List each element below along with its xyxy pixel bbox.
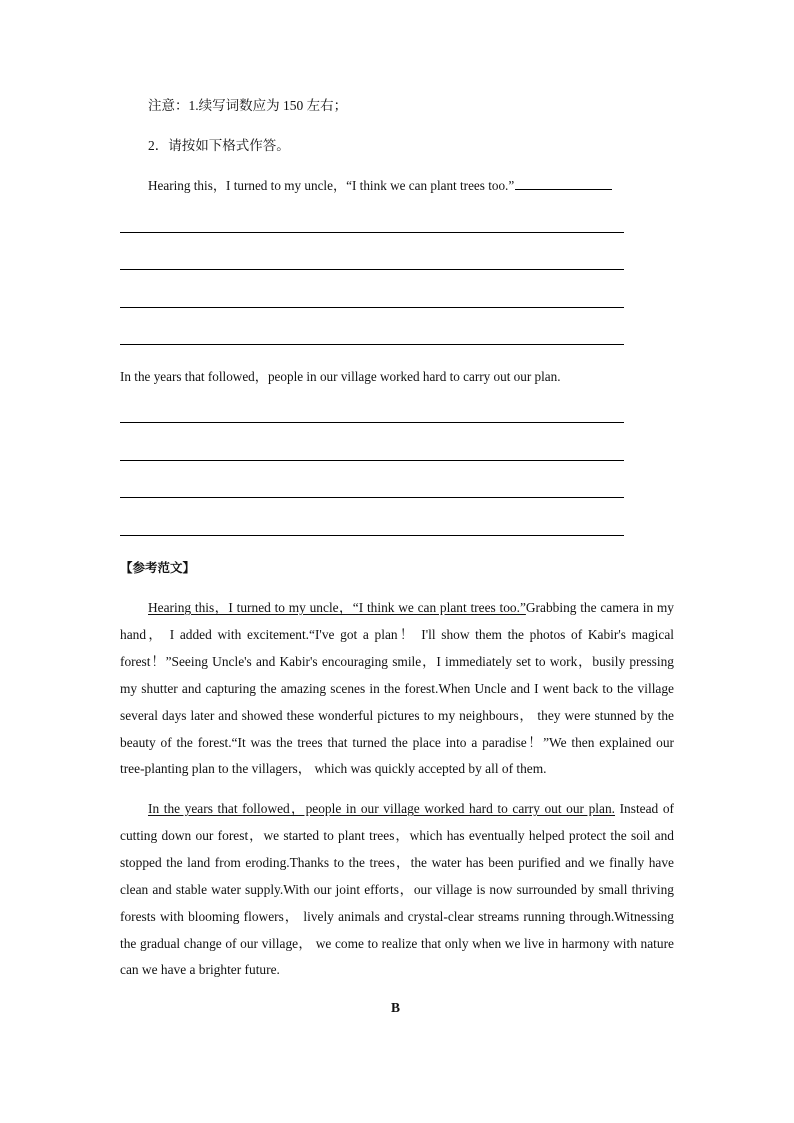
writing-line — [120, 535, 624, 536]
writing-line — [120, 232, 624, 233]
writing-line — [120, 307, 624, 308]
writing-line — [120, 344, 624, 345]
writing-line — [120, 269, 624, 270]
continuation-prompt-2: In the years that followed，people in our village worked hard to carry out our plan. — [120, 369, 561, 384]
prompt-1-text: Hearing this，I turned to my uncle，“I think we can plant trees too.” — [148, 178, 515, 193]
sample-essay-heading: 【参考范文】 — [120, 560, 196, 575]
paragraph-1-opening: Hearing this，I turned to my uncle，“I think we can plant trees too.” — [148, 600, 526, 615]
writing-line — [120, 460, 624, 461]
paragraph-2-body: Instead of cutting down our forest，we started to plant trees，which has eventually helped protect the soil and stopped the land from eroding.Thanks to the trees，the water has been purified and we finally have clean and stable water supply.With our joint efforts，our village is now surrounded by small thriving forests with blooming flowers， lively animals and crystal-clear streams running through.Witnessing the gradual change of our village， we come to realize that only when we live in harmony with nature can we have a brighter future. — [120, 801, 674, 978]
paragraph-2-opening: In the years that followed，people in our village worked hard to carry out our plan. — [148, 801, 615, 816]
writing-line — [120, 422, 624, 423]
section-marker: B — [391, 1000, 401, 1015]
continuation-prompt-1 — [148, 177, 612, 195]
sample-paragraph-2 — [120, 796, 674, 984]
writing-line — [120, 497, 624, 498]
note-format: 2．请按如下格式作答。 — [148, 138, 290, 153]
note-word-count: 注意：1.续写词数应为 150 左右； — [148, 98, 348, 113]
sample-paragraph-1 — [120, 595, 674, 783]
paragraph-1-body: Grabbing the camera in my hand， I added with excitement.“I've got a plan！ I'll show them the photos of Kabir's magical forest！”Seeing Uncle's and Kabir's encouraging smile，I immediately set to work，busily pressing my shutter and capturing the amazing scenes in the forest.When Uncle and I went back to the village several days later and showed these wonderful pictures to my neighbours， they were stunned by the beauty of the forest.“It was the trees that turned the place into a paradise！”We then explained our tree-planting plan to the villagers， which was quickly accepted by all of them. — [120, 600, 674, 777]
prompt-1-blank — [515, 177, 612, 190]
